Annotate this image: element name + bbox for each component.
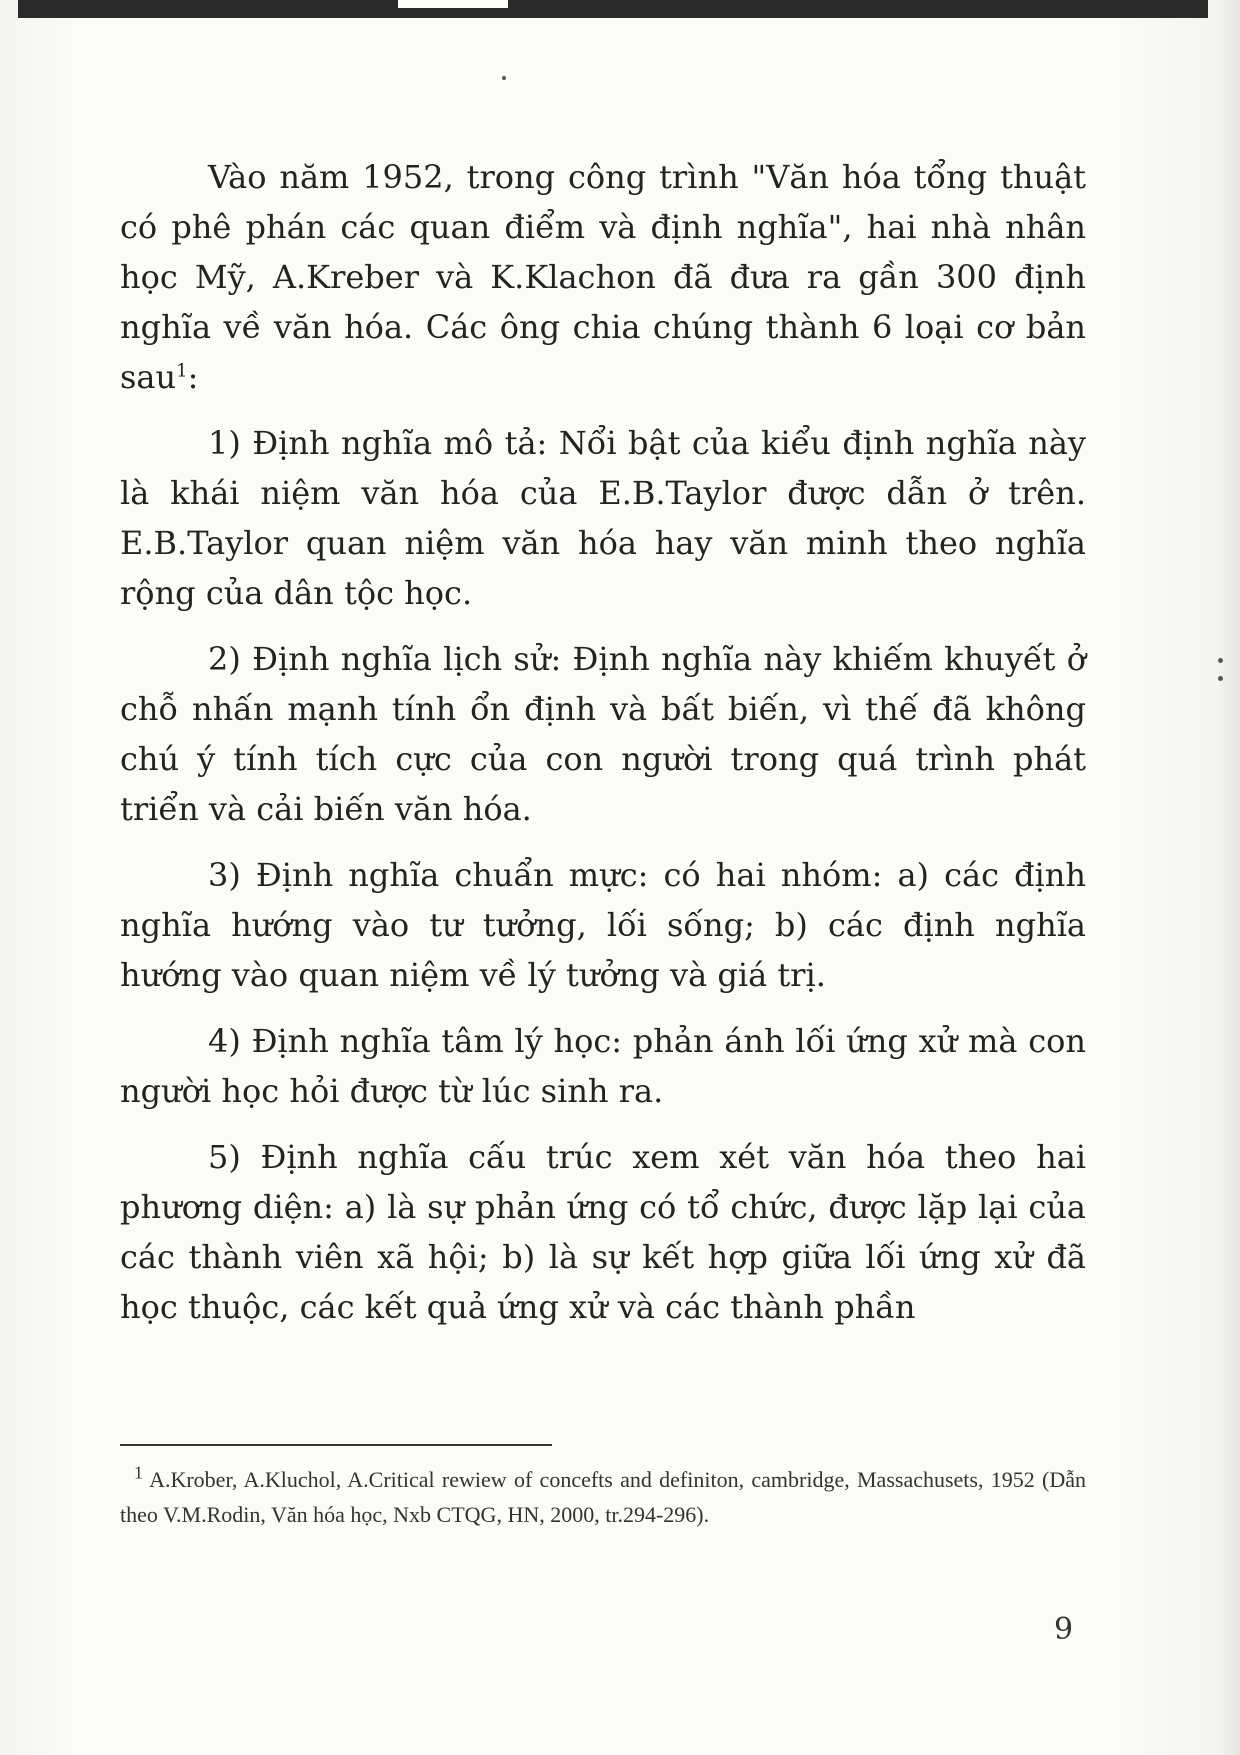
- footnote-number: 1: [134, 1462, 143, 1483]
- scan-top-edge: [18, 0, 1208, 18]
- paragraph-definition-4: 4) Định nghĩa tâm lý học: phản ánh lối ứng xử mà con người học hỏi được từ lúc sinh ra.: [120, 1022, 1086, 1110]
- scan-right-edge: [1220, 0, 1240, 1755]
- paragraph-definition-3: 3) Định nghĩa chuẩn mực: có hai nhóm: a) các định nghĩa hướng vào tư tưởng, lối sống; b) các định nghĩa hướng vào quan niệm về lý tưởng và giá trị.: [120, 856, 1086, 994]
- scan-speck: [1218, 658, 1223, 663]
- paragraph-definition-1: 1) Định nghĩa mô tả: Nổi bật của kiểu định nghĩa này là khái niệm văn hóa của E.B.Taylor được dẫn ở trên. E.B.Taylor quan niệm văn hóa hay văn minh theo nghĩa rộng của dân tộc học.: [120, 424, 1086, 612]
- footnote-text: A.Krober, A.Kluchol, A.Critical rewiew of concefts and definiton, cambridge, Massachusets, 1952 (Dẫn theo V.M.Rodin, Văn hóa học, Nxb CTQG, HN, 2000, tr.294-296).: [120, 1467, 1087, 1527]
- scan-speck: [1218, 676, 1223, 681]
- paragraph-intro: [120, 152, 1086, 402]
- paragraph-definition-2: 2) Định nghĩa lịch sử: Định nghĩa này khiếm khuyết ở chỗ nhấn mạnh tính ổn định và bất biến, vì thế đã không chú ý tính tích cực của con người trong quá trình phát triển và cải biến văn hóa.: [120, 640, 1086, 828]
- paragraph-intro-colon: :: [187, 358, 199, 396]
- footnote-divider: [120, 1444, 552, 1446]
- scan-speck: [502, 76, 506, 80]
- body-text: [120, 152, 1086, 1348]
- page-number: 9: [1054, 1612, 1074, 1647]
- scan-top-edge-gap: [398, 0, 508, 8]
- paragraph-intro-text: Vào năm 1952, trong công trình "Văn hóa tổng thuật có phê phán các quan điểm và định nghĩa", hai nhà nhân học Mỹ, A.Kreber và K.Klachon đã đưa ra gần 300 định nghĩa về văn hóa. Các ông chia chúng thành 6 loại cơ bản sau: [120, 158, 1086, 396]
- paragraph-definition-5: 5) Định nghĩa cấu trúc xem xét văn hóa theo hai phương diện: a) là sự phản ứng có tổ chức, được lặp lại của các thành viên xã hội; b) là sự kết hợp giữa lối ứng xử đã học thuộc, các kết quả ứng xử và các thành phần: [120, 1138, 1086, 1326]
- footnote: [120, 1462, 1086, 1532]
- footnote-reference[interactable]: 1: [176, 360, 188, 382]
